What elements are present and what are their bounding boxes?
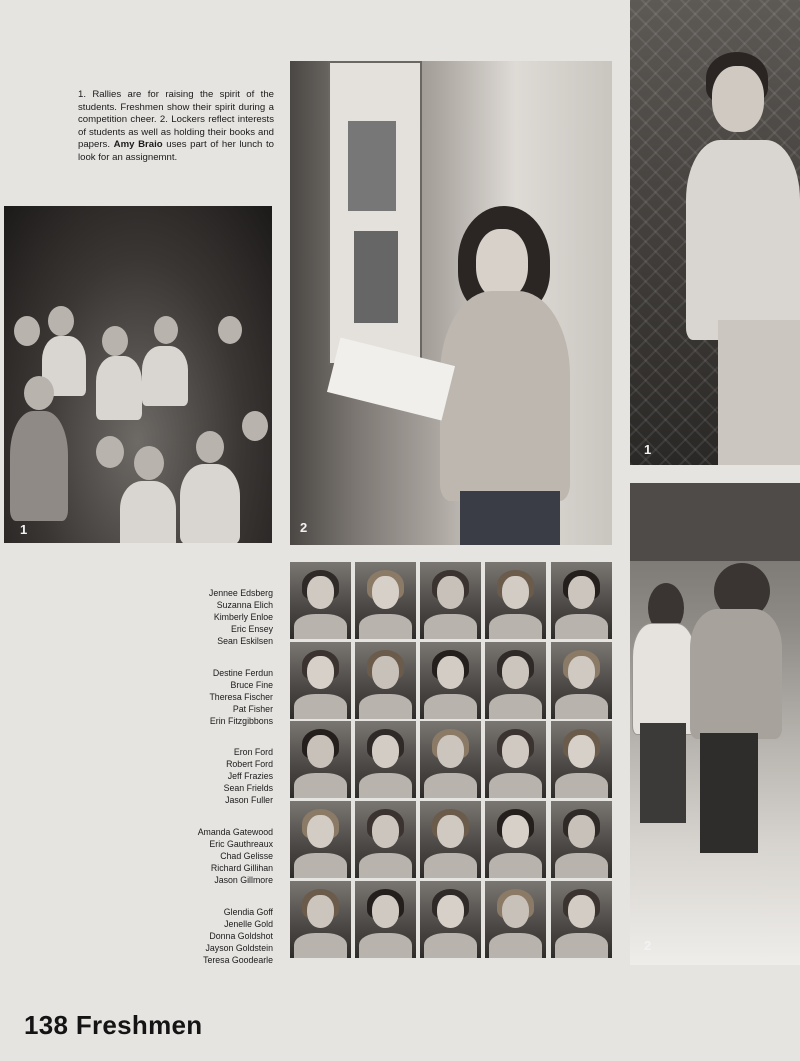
student-portrait	[551, 721, 612, 798]
caption-bold-name: Amy Braio	[113, 139, 163, 150]
student-portrait	[485, 562, 546, 639]
student-name: Chad Gelisse	[220, 851, 273, 861]
student-name: Erin Fitzgibbons	[209, 716, 273, 726]
student-portrait	[485, 801, 546, 878]
student-portrait	[355, 642, 416, 719]
student-portrait	[420, 801, 481, 878]
student-name: Kimberly Enloe	[213, 612, 273, 622]
student-portrait	[551, 642, 612, 719]
page-number: 138	[24, 1010, 69, 1040]
student-name: Donna Goldshot	[209, 931, 273, 941]
student-portrait	[290, 721, 351, 798]
section-title: Freshmen	[75, 1010, 203, 1040]
name-group-1	[133, 587, 273, 647]
student-name: Jason Gillmore	[214, 875, 273, 885]
name-group-3	[133, 746, 273, 806]
student-name: Suzanna Elich	[216, 600, 273, 610]
caption-text: 1. Rallies are for raising the spirit of the students. Freshmen show their spirit during a competition cheer. 2. Lockers reflect interests of students as well as holding their books and papers.	[78, 89, 274, 150]
student-name: Eron Ford	[233, 747, 273, 757]
student-portrait	[355, 721, 416, 798]
student-name: Sean Eskilsen	[217, 636, 273, 646]
student-name: Jenelle Gold	[224, 919, 273, 929]
student-name: Bruce Fine	[230, 680, 273, 690]
caption-text-continued: uses part of her lunch to look for an assignemnt.	[78, 139, 274, 163]
student-name: Eric Gauthreaux	[209, 839, 273, 849]
student-portrait	[485, 881, 546, 958]
student-portrait	[290, 562, 351, 639]
student-name: Sean Frields	[223, 783, 273, 793]
photo-number: 2	[300, 520, 308, 535]
page-folio	[24, 1010, 202, 1041]
student-name: Pat Fisher	[232, 704, 273, 714]
student-name: Jason Fuller	[225, 795, 273, 805]
student-portrait	[420, 721, 481, 798]
student-name: Jeff Frazies	[227, 771, 273, 781]
student-name: Amanda Gatewood	[197, 827, 273, 837]
student-name: Eric Ensey	[230, 624, 273, 634]
student-portrait	[420, 881, 481, 958]
student-portrait	[551, 881, 612, 958]
student-portrait	[290, 881, 351, 958]
student-name: Jennee Edsberg	[208, 588, 273, 598]
student-portrait	[551, 801, 612, 878]
student-portrait	[420, 642, 481, 719]
student-name: Glendia Goff	[223, 907, 273, 917]
name-group-2	[133, 667, 273, 727]
student-name: Robert Ford	[226, 759, 273, 769]
student-portrait	[485, 721, 546, 798]
walking-students-photo	[630, 483, 800, 965]
photo-number: 1	[644, 442, 652, 457]
student-name: Jayson Goldstein	[205, 943, 273, 953]
student-portrait	[420, 562, 481, 639]
fence-photo	[630, 0, 800, 465]
student-portrait	[551, 562, 612, 639]
student-portrait	[290, 801, 351, 878]
student-name: Richard Gillihan	[210, 863, 273, 873]
rally-crowd-photo	[4, 206, 272, 543]
student-portrait	[485, 642, 546, 719]
name-group-4	[133, 826, 273, 886]
student-portrait	[290, 642, 351, 719]
student-portrait	[355, 801, 416, 878]
photo-number: 1	[20, 522, 28, 537]
locker-photo	[290, 61, 612, 545]
student-name: Destine Ferdun	[212, 668, 273, 678]
student-portrait	[355, 881, 416, 958]
photo-number: 2	[644, 938, 652, 953]
student-name: Theresa Fischer	[209, 692, 273, 702]
photo-caption	[78, 89, 274, 164]
name-group-5	[133, 906, 273, 966]
student-name: Teresa Goodearle	[203, 955, 273, 965]
student-portrait	[355, 562, 416, 639]
